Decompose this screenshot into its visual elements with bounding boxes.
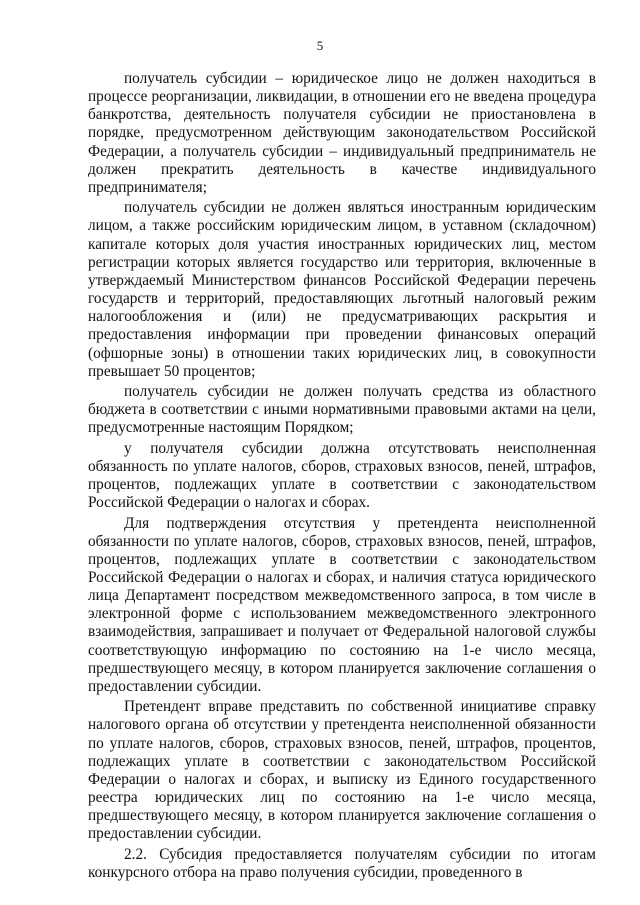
paragraph-tax-debt-requirement: у получателя субсидии должна отсутствовать неисполненная обязанность по уплате налогов, сборов, страховых взносов, пеней, штрафов, процентов, подлежащих уплате в соответствии с законодательством Российской Федерации о налогах и сборах. — [88, 439, 596, 512]
paragraph-reorganization-requirement: получатель субсидии – юридическое лицо не должен находиться в процессе реорганизации, ликвидации, в отношении его не введена процедура банкротства, деятельность получателя субсидии не приостановлена в порядке, предусмотренном действующим законодательством Российской Федерации, а получатель субсидии – индивидуальный предприниматель не должен прекратить деятельность в качестве индивидуального предпринимателя; — [88, 70, 596, 196]
paragraph-voluntary-certificate: Претендент вправе представить по собственной инициативе справку налогового органа об отсутствии у претендента неисполненной обязанности по уплате налогов, сборов, страховых взносов, пеней, штрафов, процентов, подлежащих уплате в соответствии с законодательством Российской Федерации о налогах и сборах, и выписку из Единого государственного реестра юридических лиц по состоянию на 1-е число месяца, предшествующего месяцу, в котором планируется заключение соглашения о предоставлении субсидии. — [88, 698, 596, 843]
document-body — [88, 70, 596, 882]
paragraph-foreign-entity-requirement: получатель субсидии не должен являться иностранным юридическим лицом, а также российским юридическим лицом, в уставном (складочном) капитале которых доля участия иностранных юридических лиц, местом регистрации которых является государство или территория, включенные в утверждаемый Министерством финансов Российской Федерации перечень государств и территорий, предоставляющих льготный налоговый режим налогообложения и (или) не предусматривающих раскрытия и предоставления информации при проведении финансовых операций (офшорные зоны) в отношении таких юридических лиц, в совокупности превышает 50 процентов; — [88, 199, 596, 380]
paragraph-regional-budget-requirement: получатель субсидии не должен получать средства из областного бюджета в соответствии с иными нормативными правовыми актами на цели, предусмотренные настоящим Порядком; — [88, 383, 596, 437]
page-number: 5 — [316, 38, 324, 53]
paragraph-tax-verification: Для подтверждения отсутствия у претендента неисполненной обязанности по уплате налогов, сборов, страховых взносов, пеней, штрафов, процентов, подлежащих уплате в соответствии с законодательством Российской Федерации о налогах и сборах, и наличия статуса юридического лица Департамент посредством межведомственного запроса, в том числе в электронной форме с использованием межведомственного электронного взаимодействия, запрашивает и получает от Федеральной налоговой службы соответствующую информацию по состоянию на 1-е число месяца, предшествующего месяцу, в котором планируется заключение соглашения о предоставлении субсидии. — [88, 514, 596, 695]
paragraph-clause-2-2: 2.2. Субсидия предоставляется получателям субсидии по итогам конкурсного отбора на право получения субсидии, проведенного в — [88, 845, 596, 881]
